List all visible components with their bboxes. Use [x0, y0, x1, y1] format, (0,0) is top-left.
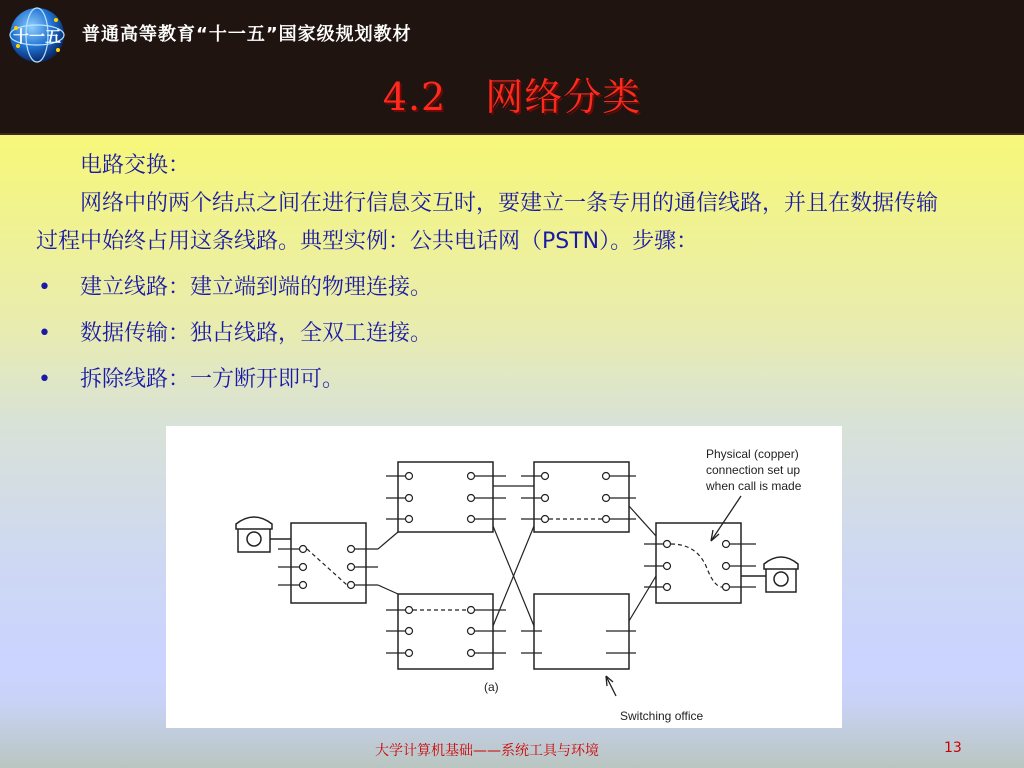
annotation-line-3: when call is made [706, 479, 802, 493]
bullet-icon: • [38, 321, 51, 346]
logo-text: 十一五 [12, 29, 62, 46]
logo-globe-icon [6, 6, 68, 64]
steps-list [36, 269, 946, 399]
telephone-right-icon [764, 557, 798, 592]
circuit-switching-heading: 电路交换： [80, 153, 191, 178]
circuit-switching-description: 网络中的两个结点之间在进行信息交互时，要建立一条专用的通信线路，并且在数据传输过程中始终占用这条线路。典型实例：公共电话网（PSTN）。步骤： [36, 191, 939, 254]
list-item [36, 315, 946, 353]
series-title: 普通高等教育“十一五”国家级规划教材 [82, 24, 412, 45]
list-item [36, 269, 946, 307]
bullet-icon: • [38, 367, 51, 392]
circuit-switching-diagram [166, 426, 842, 728]
list-item-text: 数据传输：独占线路，全双工连接。 [80, 321, 433, 346]
switching-office-label: Switching office [620, 709, 704, 723]
slide-title: 4.2 网络分类 [382, 75, 642, 119]
diagram-svg [166, 426, 842, 728]
page-number: 13 [944, 740, 962, 756]
list-item [36, 361, 946, 399]
bullet-icon: • [38, 275, 51, 300]
slide-content [36, 147, 946, 399]
list-item-text: 拆除线路：一方断开即可。 [80, 367, 345, 392]
telephone-left-icon [236, 517, 272, 552]
list-item-text: 建立线路：建立端到端的物理连接。 [80, 275, 433, 300]
footer-course-title: 大学计算机基础——系统工具与环境 [375, 743, 599, 759]
annotation-line-1: Physical (copper) [706, 447, 799, 461]
header-bar [0, 0, 1024, 135]
annotation-line-2: connection set up [706, 463, 801, 477]
figure-label: (a) [484, 680, 499, 694]
